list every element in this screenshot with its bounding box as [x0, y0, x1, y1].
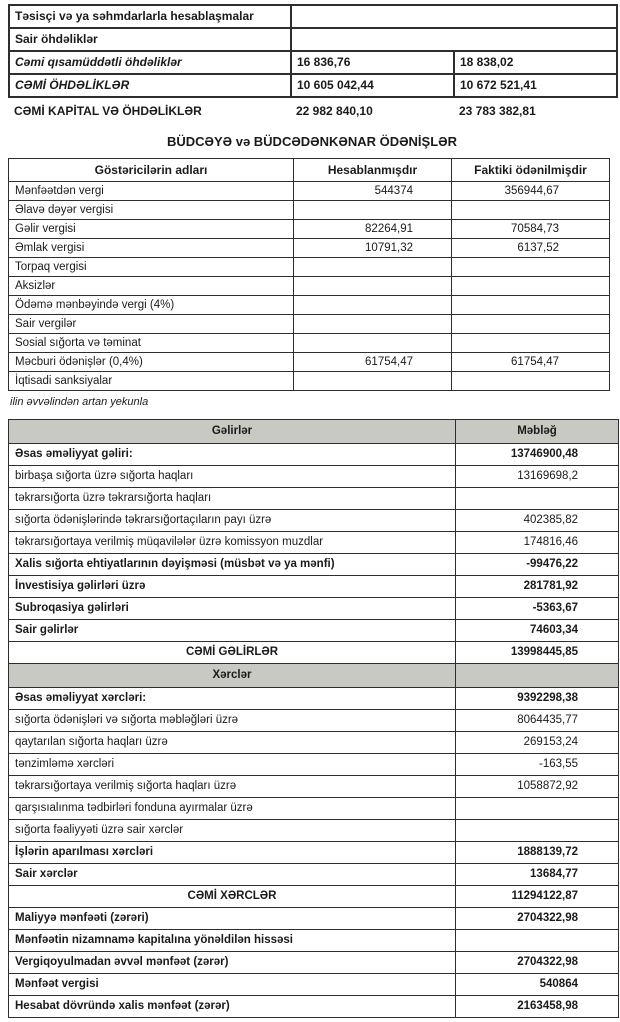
income-expense-row: [9, 864, 619, 886]
budget-indicator-label: Əlavə dəyər vergisi: [9, 201, 294, 220]
budget-accrued-value: 10791,32: [294, 239, 452, 258]
income-expense-row: [9, 710, 619, 732]
row-amount: 1058872,92: [456, 776, 619, 798]
row-label: birbaşa sığorta üzrə sığorta haqları: [9, 466, 456, 488]
row-amount: [456, 488, 619, 510]
budget-row: [9, 201, 610, 220]
liabilities-row: [9, 74, 617, 97]
row-amount: 540864: [456, 974, 619, 996]
liabilities-row: [9, 97, 617, 122]
income-expense-tbody: [9, 420, 619, 1018]
budget-payments-tbody: [9, 182, 610, 391]
income-expense-table: [8, 419, 619, 1018]
row-amount: 2704322,98: [456, 952, 619, 974]
budget-payments-thead: [9, 159, 610, 182]
row-label: Maliyyə mənfəəti (zərəri): [9, 908, 456, 930]
row-amount: 269153,24: [456, 732, 619, 754]
row-label: Mənfəətin nizamnamə kapitalına yönəldilən hissəsi: [9, 930, 456, 952]
row-label: CƏMİ XƏRCLƏR: [9, 886, 456, 908]
liability-empty-value: [291, 28, 617, 51]
row-amount: 13169698,2: [456, 466, 619, 488]
row-amount: 13998445,85: [456, 642, 619, 664]
income-expense-row: [9, 842, 619, 864]
row-label: Xalis sığorta ehtiyatlarının dəyişməsi (müsbət və ya mənfi): [9, 554, 456, 576]
section-header-row: [9, 420, 619, 444]
budget-paid-value: 70584,73: [452, 220, 610, 239]
budget-paid-value: [452, 258, 610, 277]
budget-indicator-label: Sair vergilər: [9, 315, 294, 334]
row-label: tənzimləmə xərcləri: [9, 754, 456, 776]
budget-col-accrued: Hesablanmışdır: [294, 159, 452, 182]
income-expense-row: [9, 466, 619, 488]
budget-row: [9, 353, 610, 372]
budget-paid-value: [452, 201, 610, 220]
row-label: Hesabat dövründə xalis mənfəət (zərər): [9, 996, 456, 1018]
budget-section-title: BÜDCƏYƏ və BÜDCƏDƏNKƏNAR ÖDƏNİŞLƏR: [167, 134, 457, 149]
row-label: qarşısıalınma tədbirləri fonduna ayırmalar üzrə: [9, 798, 456, 820]
liability-value-period2: 18 838,02: [454, 51, 617, 74]
income-expense-row: [9, 732, 619, 754]
budget-row: [9, 277, 610, 296]
income-expense-row: [9, 974, 619, 996]
budget-row: [9, 239, 610, 258]
row-amount: 13746900,48: [456, 444, 619, 466]
budget-row: [9, 296, 610, 315]
row-label: sığorta ödənişlərində təkrarsığortaçıların payı üzrə: [9, 510, 456, 532]
liabilities-summary-tbody: [9, 5, 617, 122]
income-expense-row: [9, 952, 619, 974]
liability-label: Sair öhdəliklər: [9, 28, 291, 51]
budget-indicator-label: Əmlak vergisi: [9, 239, 294, 258]
budget-row: [9, 220, 610, 239]
budget-paid-value: [452, 372, 610, 391]
budget-paid-value: [452, 315, 610, 334]
liability-empty-value: [291, 5, 617, 28]
budget-accrued-value: [294, 296, 452, 315]
row-amount: [456, 930, 619, 952]
budget-col-indicators: Göstəricilərin adları: [9, 159, 294, 182]
income-expense-row: [9, 776, 619, 798]
liabilities-row: [9, 51, 617, 74]
liability-value-period2: 10 672 521,41: [454, 74, 617, 97]
budget-accrued-value: [294, 277, 452, 296]
income-expense-row: [9, 510, 619, 532]
row-amount: Məbləğ: [456, 420, 619, 444]
budget-row: [9, 315, 610, 334]
budget-indicator-label: Mənfəətdən vergi: [9, 182, 294, 201]
row-amount: [456, 798, 619, 820]
liability-value-period1: 10 605 042,44: [291, 74, 454, 97]
liability-label: Təsisçi və ya səhmdarlarla hesablaşmalar: [9, 5, 291, 28]
budget-paid-value: [452, 296, 610, 315]
budget-accrued-value: [294, 258, 452, 277]
budget-row: [9, 258, 610, 277]
row-label: CƏMİ GƏLİRLƏR: [9, 642, 456, 664]
liability-label: CƏMİ KAPİTAL VƏ ÖHDƏLİKLƏR: [14, 104, 202, 118]
row-label: təkrarsığortaya verilmiş sığorta haqları üzrə: [9, 776, 456, 798]
row-amount: 2704322,98: [456, 908, 619, 930]
budget-payments-table: [8, 158, 610, 391]
budget-accrued-value: 544374: [294, 182, 452, 201]
total-row: [9, 886, 619, 908]
budget-paid-value: 356944,67: [452, 182, 610, 201]
budget-accrued-value: 61754,47: [294, 353, 452, 372]
income-expense-row: [9, 688, 619, 710]
budget-accrued-value: [294, 334, 452, 353]
row-label: İşlərin aparılması xərcləri: [9, 842, 456, 864]
income-expense-row: [9, 930, 619, 952]
budget-paid-value: 61754,47: [452, 353, 610, 372]
liabilities-row: [9, 28, 617, 51]
row-amount: [456, 820, 619, 842]
income-expense-row: [9, 488, 619, 510]
row-amount: 402385,82: [456, 510, 619, 532]
liabilities-summary-table: [8, 4, 618, 122]
budget-indicator-label: Sosial sığorta və təminat: [9, 334, 294, 353]
budget-accrued-value: [294, 201, 452, 220]
row-amount: 174816,46: [456, 532, 619, 554]
income-expense-row: [9, 532, 619, 554]
budget-paid-value: [452, 334, 610, 353]
row-label: Gəlirlər: [9, 420, 456, 444]
income-expense-row: [9, 598, 619, 620]
liability-label: Cəmi qısamüddətli öhdəliklər: [9, 51, 291, 74]
income-expense-row: [9, 576, 619, 598]
row-amount: -99476,22: [456, 554, 619, 576]
row-label: Subroqasiya gəlirləri: [9, 598, 456, 620]
budget-indicator-label: İqtisadi sanksiyalar: [9, 372, 294, 391]
budget-col-paid: Faktiki ödənilmişdir: [452, 159, 610, 182]
income-expense-row: [9, 620, 619, 642]
row-amount: 2163458,98: [456, 996, 619, 1018]
row-amount: -5363,67: [456, 598, 619, 620]
budget-indicator-label: Aksizlər: [9, 277, 294, 296]
liability-value-period1: 22 982 840,10: [296, 104, 373, 118]
row-amount: [456, 664, 619, 688]
income-expense-row: [9, 996, 619, 1018]
budget-paid-value: [452, 277, 610, 296]
row-amount: 74603,34: [456, 620, 619, 642]
liability-label: CƏMİ ÖHDƏLİKLƏR: [9, 74, 291, 97]
income-expense-row: [9, 798, 619, 820]
row-amount: 8064435,77: [456, 710, 619, 732]
row-amount: 13684,77: [456, 864, 619, 886]
row-label: Mənfəət vergisi: [9, 974, 456, 996]
budget-indicator-label: Ödəmə mənbəyində vergi (4%): [9, 296, 294, 315]
budget-accrued-value: [294, 315, 452, 334]
cumulative-note: ilin əvvəlindən artan yekunla: [10, 396, 149, 408]
income-expense-row: [9, 754, 619, 776]
budget-accrued-value: [294, 372, 452, 391]
row-amount: 281781,92: [456, 576, 619, 598]
income-expense-row: [9, 444, 619, 466]
budget-accrued-value: 82264,91: [294, 220, 452, 239]
budget-paid-value: 6137,52: [452, 239, 610, 258]
total-row: [9, 642, 619, 664]
section-header-row: [9, 664, 619, 688]
liability-value-period2: 23 783 382,81: [459, 104, 536, 118]
liability-value-period1: 16 836,76: [291, 51, 454, 74]
row-label: qaytarılan sığorta haqları üzrə: [9, 732, 456, 754]
budget-indicator-label: Gəlir vergisi: [9, 220, 294, 239]
row-label: Xərclər: [9, 664, 456, 688]
liabilities-row: [9, 5, 617, 28]
row-label: Əsas əməliyyat gəliri:: [9, 444, 456, 466]
budget-indicator-label: Torpaq vergisi: [9, 258, 294, 277]
financial-report-page: [8, 4, 618, 1018]
budget-row: [9, 182, 610, 201]
row-label: Sair gəlirlər: [9, 620, 456, 642]
row-label: sığorta ödənişləri və sığorta məbləğləri üzrə: [9, 710, 456, 732]
row-label: Əsas əməliyyat xərcləri:: [9, 688, 456, 710]
income-expense-row: [9, 820, 619, 842]
row-label: təkrarsığortaya verilmiş müqavilələr üzrə komissyon muzdlar: [9, 532, 456, 554]
row-amount: 9392298,38: [456, 688, 619, 710]
row-amount: -163,55: [456, 754, 619, 776]
budget-indicator-label: Məcburi ödənişlər (0,4%): [9, 353, 294, 372]
row-label: Sair xərclər: [9, 864, 456, 886]
budget-row: [9, 334, 610, 353]
budget-row: [9, 372, 610, 391]
income-expense-row: [9, 908, 619, 930]
row-label: İnvestisiya gəlirləri üzrə: [9, 576, 456, 598]
row-amount: 11294122,87: [456, 886, 619, 908]
budget-header-row: [9, 159, 610, 182]
row-label: sığorta fəaliyyəti üzrə sair xərclər: [9, 820, 456, 842]
row-label: Vergiqoyulmadan əvvəl mənfəət (zərər): [9, 952, 456, 974]
row-amount: 1888139,72: [456, 842, 619, 864]
row-label: təkrarsığorta üzrə təkrarsığorta haqları: [9, 488, 456, 510]
income-expense-row: [9, 554, 619, 576]
